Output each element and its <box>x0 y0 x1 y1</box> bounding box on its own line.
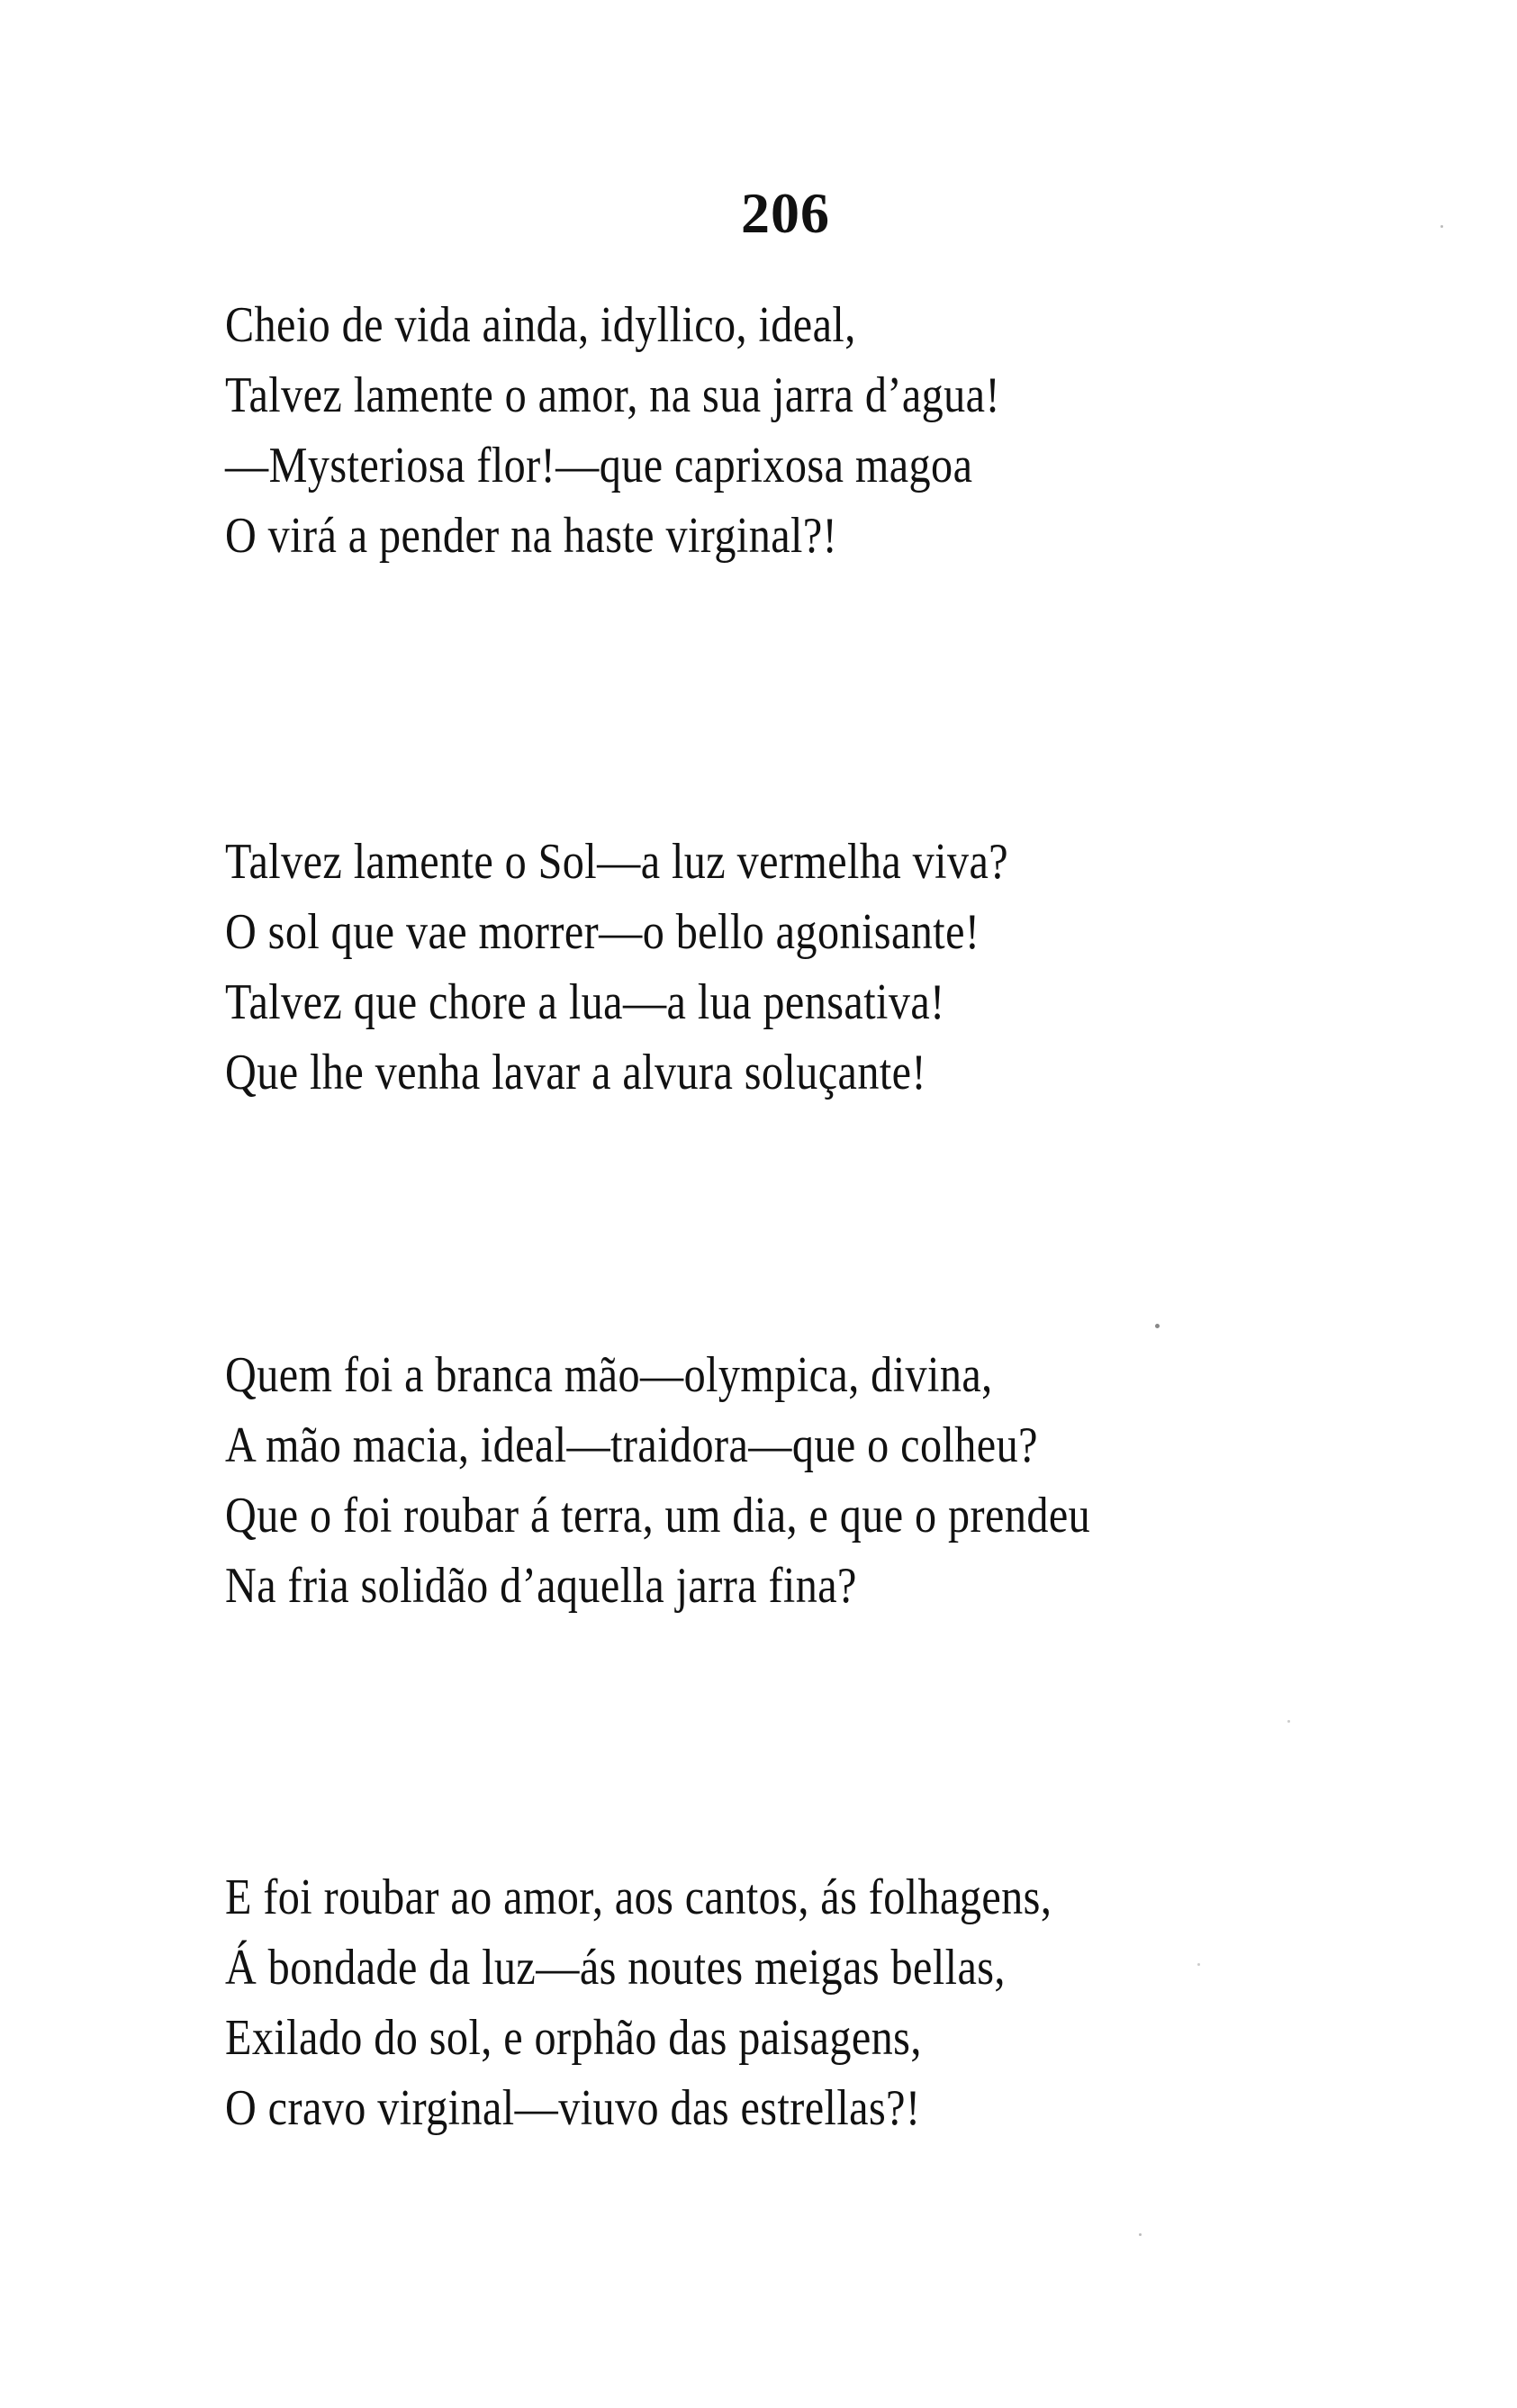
verse-line: Quem foi a branca mão—olympica, divina, <box>225 1347 993 1403</box>
print-speck <box>1287 1720 1290 1723</box>
verse-line: Talvez lamente o amor, na sua jarra d’agua! <box>225 367 1000 423</box>
verse-line: Talvez que chore a lua—a lua pensativa! <box>225 974 945 1030</box>
verse-line: Á bondade da luz—ás noutes meigas bellas, <box>225 1940 1006 1996</box>
print-speck <box>1139 2233 1142 2236</box>
print-speck <box>1197 1963 1200 1966</box>
verse-line: O sol que vae morrer—o bello agonisante! <box>225 904 980 960</box>
verse-line: E foi roubar ao amor, aos cantos, ás folhagens, <box>225 1869 1052 1925</box>
verse-line: O virá a pender na haste virginal?! <box>225 508 838 564</box>
stanza-3 <box>225 1340 1395 1621</box>
print-speck <box>1155 1324 1160 1328</box>
verse-line: —Mysteriosa flor!—que caprixosa magoa <box>225 438 973 493</box>
verse-line: A mão macia, ideal—traidora—que o colheu? <box>225 1417 1038 1473</box>
stanza-2 <box>225 827 1395 1108</box>
verse-line: Exilado do sol, e orphão das paisagens, <box>225 2010 922 2066</box>
stanza-4 <box>225 1862 1395 2143</box>
page-number: 206 <box>741 181 830 245</box>
verse-line: Que o foi roubar á terra, um dia, e que o prendeu <box>225 1488 1091 1543</box>
verse-line: Que lhe venha lavar a alvura soluçante! <box>225 1045 926 1100</box>
print-speck <box>1440 225 1443 228</box>
stanza-1 <box>225 290 1395 571</box>
verse-line: Talvez lamente o Sol—a luz vermelha viva? <box>225 834 1009 890</box>
verse-line: Cheio de vida ainda, idyllico, ideal, <box>225 297 856 353</box>
verse-line: O cravo virginal—viuvo das estrellas?! <box>225 2080 921 2136</box>
verse-line: Na fria solidão d’aquella jarra fina? <box>225 1558 857 1614</box>
